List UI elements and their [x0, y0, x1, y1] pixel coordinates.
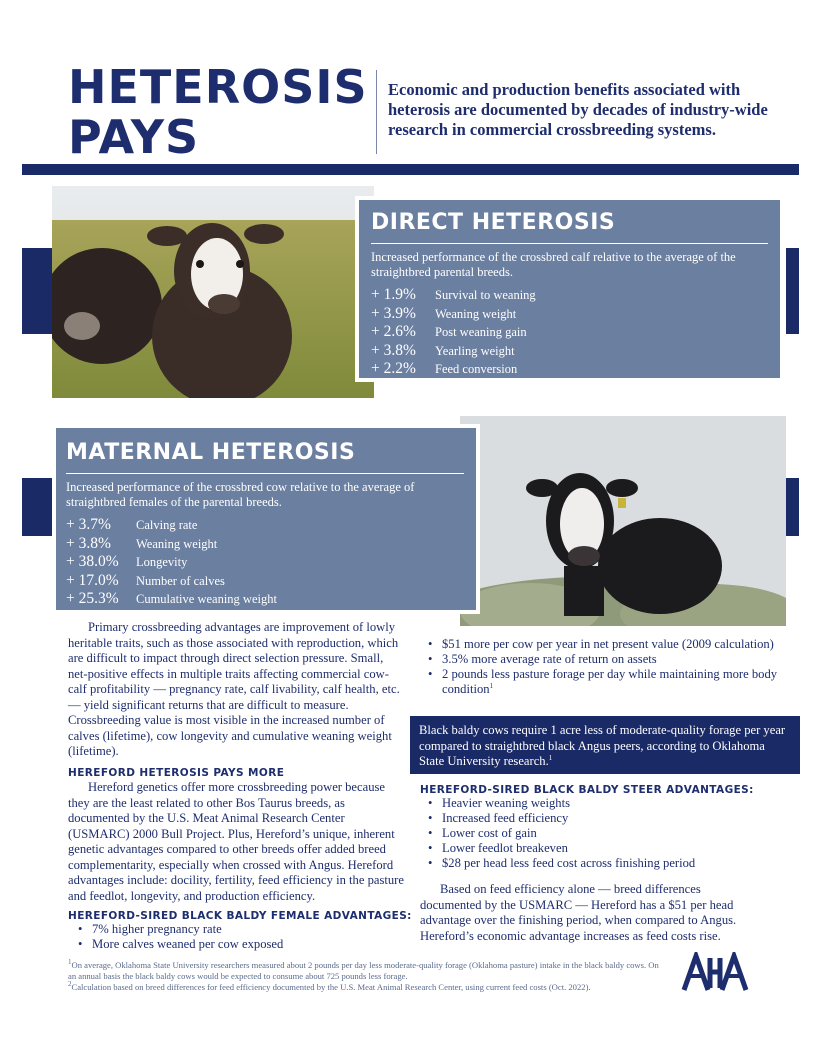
- intro-text: Economic and production benefits associated with heterosis are documented by decades of industry-wide research in commercial crossbreeding systems.: [388, 80, 768, 139]
- footnote-1: $^1$On average, Oklahoma State University researchers measured about 2 pounds per day less moderate-quality forage (Oklahoma pasture) intake in the black baldy cows. On an annual basis the black baldy cows would be expected to consume about 725 pounds less forage.: [68, 958, 659, 981]
- footnotes: [68, 960, 668, 993]
- cow-value-list: [428, 637, 788, 697]
- footnote-ref: 1: [548, 753, 553, 762]
- stat-row: [371, 323, 768, 342]
- stat-label: Post weaning gain: [435, 325, 527, 339]
- title-divider: [376, 70, 377, 154]
- stat-label: Yearling weight: [435, 343, 515, 358]
- steer-advantages-heading: HEREFORD-SIRED BLACK BALDY STEER ADVANTAGES:: [420, 784, 754, 796]
- forage-callout: [410, 716, 800, 774]
- maternal-stats-list: [66, 516, 464, 609]
- stat-label: Number of calves: [136, 573, 225, 588]
- direct-heterosis-description: Increased performance of the crossbred calf relative to the average of the straightbred parental breeds.: [371, 250, 736, 279]
- stat-label: Weaning weight: [435, 306, 517, 321]
- stat-row: [371, 286, 768, 305]
- maternal-heterosis-panel: [52, 424, 480, 614]
- calf-photo: [52, 186, 374, 398]
- stat-row: [371, 342, 768, 361]
- paragraph-crossbreeding: Primary crossbreeding advantages are improvement of lowly heritable traits, such as those associated with reproduction, which are difficult to impact through direct selection pressure. Small, net-positive effects in multiple traits affecting commercial cow-calf profitability — pregnancy rate, calf livability, calf health, etc. — yield significant returns that are difficult to measure. Crossbreeding value is most visible in the increased number of calves (lifetime), cow longevity and cumulative weaning weight (lifetime).: [68, 620, 400, 758]
- paragraph-feed-efficiency: Based on feed efficiency alone — breed differences documented by the USMARC — Hereford has a $51 per head advantage over the finishing period, when compared to Angus. Hereford’s economic advantage increases as feed costs rise.: [420, 882, 737, 943]
- steer-advantages-list: [428, 796, 788, 871]
- page-title: [68, 62, 368, 162]
- stat-value: + 1.9%: [371, 286, 416, 303]
- stat-value: + 38.0%: [66, 553, 119, 570]
- stat-value: + 2.6%: [371, 323, 416, 340]
- list-item: • $28 per head less feed cost across finishing period: [428, 856, 788, 871]
- direct-heterosis-title: DIRECT HETEROSIS: [371, 210, 616, 235]
- female-advantages-list: [78, 922, 398, 952]
- stat-label: Longevity: [136, 555, 188, 569]
- stat-row: [66, 590, 464, 609]
- left-accent-block-bottom: [22, 478, 52, 536]
- title-line-2: PAYS: [68, 110, 200, 164]
- right-accent-block-top: [786, 248, 799, 334]
- stat-label: Weaning weight: [136, 536, 218, 551]
- list-item: [428, 652, 788, 667]
- stat-label: Feed conversion: [435, 362, 518, 376]
- footnote-ref: 1: [489, 681, 494, 690]
- stat-label: Cumulative weaning weight: [136, 592, 277, 606]
- header-bar: [22, 164, 799, 175]
- intro-paragraph: [68, 620, 404, 760]
- paragraph-hereford: Hereford genetics offer more crossbreeding power because they are the least related to other Bos Taurus breeds, as documented by the U.S. Meat Animal Research Center (USMARC) 2000 Bull Project. Plus, Hereford’s unique, inherent genetic advantages compared to other breeds offer added breed complementarity, especially when crossed with Angus. Hereford advantages include: docility, fertility, feed efficiency in the pasture and feedlot, longevity, and production efficiency.: [68, 780, 404, 903]
- stat-row: [371, 305, 768, 324]
- aha-logo: [680, 952, 750, 997]
- hereford-heterosis-heading: HEREFORD HETEROSIS PAYS MORE: [68, 767, 285, 779]
- list-item: • Heavier weaning weights: [428, 796, 788, 811]
- left-accent-block-top: [22, 248, 52, 334]
- stat-row: [66, 553, 464, 572]
- maternal-heterosis-title: MATERNAL HETEROSIS: [66, 440, 356, 465]
- list-item-text: 3.5% more average rate of return on assets: [442, 652, 657, 666]
- cow-photo: [460, 416, 786, 626]
- list-item: • 7% higher pregnancy rate: [78, 922, 398, 937]
- stat-row: [371, 360, 768, 379]
- footnote-2-text: Calculation based on breed differences for feed efficiency documented by the U.S. Meat Animal Research Center, using current feed costs (Oct. 2022).: [71, 982, 591, 992]
- stat-label: Calving rate: [136, 518, 198, 532]
- stat-value: + 2.2%: [371, 360, 416, 377]
- list-item: [428, 637, 788, 652]
- stat-row: [66, 516, 464, 535]
- stat-row: [66, 535, 464, 554]
- aha-logo-icon: [680, 952, 750, 992]
- stat-value: + 3.9%: [371, 304, 416, 322]
- hereford-paragraph: [68, 780, 404, 904]
- female-advantages-heading: HEREFORD-SIRED BLACK BALDY FEMALE ADVANTAGES:: [68, 910, 412, 922]
- stat-label: Survival to weaning: [435, 288, 536, 302]
- stat-value: + 3.8%: [66, 534, 111, 552]
- footnote-2: $^2$Calculation based on breed differences for feed efficiency documented by the U.S. Meat Animal Research Center, using current feed costs (Oct. 2022).: [68, 980, 591, 992]
- stat-value: + 25.3%: [66, 590, 119, 607]
- maternal-heterosis-description: Increased performance of the crossbred cow relative to the average of straightbred females of the parental breeds.: [66, 480, 415, 509]
- right-accent-block-bottom: [786, 478, 799, 536]
- list-item: [428, 667, 788, 697]
- footnote-1-text: On average, Oklahoma State University researchers measured about 2 pounds per day less moderate-quality forage (Oklahoma pasture) intake in the black baldy cows. On an annual basis the black baldy cows would be expected to consume about 725 pounds less forage.: [68, 960, 659, 981]
- callout-text: Black baldy cows require 1 acre less of moderate-quality forage per year compared to straightbred black Angus peers, according to Oklahoma State University research.: [419, 723, 786, 768]
- list-item: • More calves weaned per cow exposed: [78, 937, 398, 952]
- stat-value: + 3.8%: [371, 341, 416, 359]
- direct-stats-list: [371, 286, 768, 379]
- panel-rule: [66, 473, 464, 474]
- feed-efficiency-paragraph: [420, 882, 760, 944]
- list-item-text: 2 pounds less pasture forage per day while maintaining more body condition: [442, 667, 778, 696]
- list-item: • Lower feedlot breakeven: [428, 841, 788, 856]
- title-line-1: HETEROSIS: [68, 60, 368, 114]
- stat-value: + 17.0%: [66, 571, 119, 589]
- list-item-text: $51 more per cow per year in net present value (2009 calculation): [442, 637, 774, 651]
- stat-row: [66, 572, 464, 591]
- list-item: • Increased feed efficiency: [428, 811, 788, 826]
- stat-value: + 3.7%: [66, 516, 111, 533]
- panel-rule: [371, 243, 768, 244]
- list-item: • Lower cost of gain: [428, 826, 788, 841]
- direct-heterosis-panel: [355, 196, 784, 382]
